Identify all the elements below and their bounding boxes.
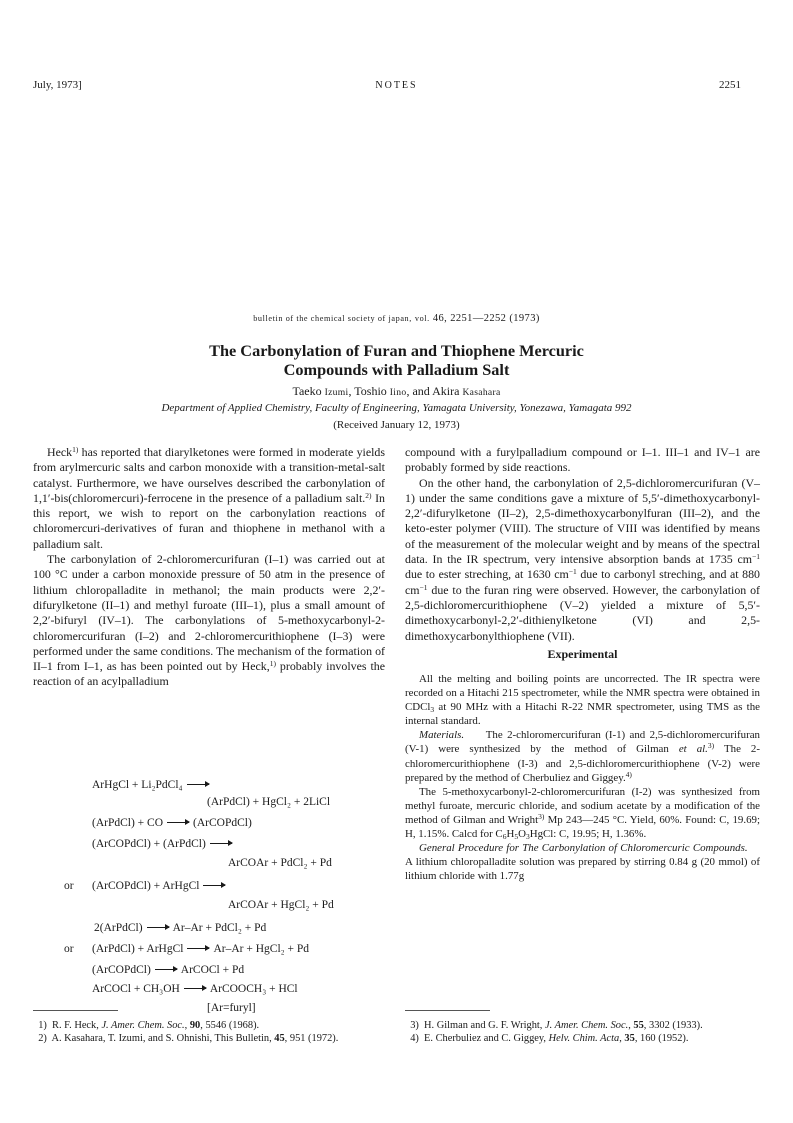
equation-7: (ArCOPdCl) ArCOCl + Pd: [92, 964, 245, 976]
author-2-first: Toshio: [354, 384, 387, 398]
equation-or-2: or: [64, 943, 74, 955]
author-1-last: Izumi: [324, 387, 349, 398]
running-header-section: NOTES: [375, 80, 418, 91]
author-3-last: Kasahara: [462, 387, 501, 398]
equation-or-1: or: [64, 880, 74, 892]
footnote-3: 3) H. Gilman and G. F. Wright, J. Amer. Chem. Soc., 55, 3302 (1933).: [405, 1020, 703, 1031]
paragraph-synthesis: The 5-methoxycarbonyl-2-chloromercurifuran (I-2) was synthesized from methyl furoate, mercuric chloride, and sodium acetate by a modification of the method of Gilman and Wright$^{3)}$ Mp 243—245 °C. Yield, 60%. Found: C, 19.69; H, 1.15%. Calcd for $C_6H_5O_3HgCl$: C, 19.95; H, 1.36%.: [405, 785, 760, 842]
footnotes-left: [33, 1019, 385, 1046]
footnote-2: 2) A. Kasahara, T. Izumi, and S. Ohnishi, This Bulletin, 45, 951 (1972).: [33, 1033, 339, 1045]
footnote-rule-left: [33, 1010, 118, 1011]
equation-note: [Ar=furyl]: [207, 1002, 256, 1014]
title-line-2: Compounds with Palladium Salt: [283, 360, 510, 379]
section-heading-experimental: Experimental: [547, 647, 618, 661]
equation-6: (ArPdCl) + ArHgCl Ar–Ar + HgCl₂ + Pd: [92, 943, 310, 955]
journal-vol-label: vol.: [414, 314, 430, 323]
author-1-first: Taeko: [292, 384, 322, 398]
running-header-date: July, 1973]: [33, 79, 82, 91]
equation-3: (ArCOPdCl) + (ArPdCl): [92, 838, 236, 850]
paragraph-general: All the melting and boiling points are uncorrected. The IR spectra were recorded on a Hitachi 215 spectrometer, while the NMR spectra were obtained in CDCl$_3$ at 90 MHz with a Hitachi R-22 NMR spectrometer, using TMS as the internal standard.: [405, 673, 760, 728]
journal-citation: [0, 313, 793, 324]
affiliation: Department of Applied Chemistry, Faculty of Engineering, Yamagata University, Yonezawa, Yamagata 992: [161, 402, 632, 414]
received-date: (Received January 12, 1973): [333, 419, 460, 431]
paragraph-intro: Heck$^{1)}$ has reported that diarylketones were formed in moderate yields from arylmercuric salts and carbon monoxide with a transition-metal-salt catalyst. Furthermore, we have ourselves described the carbonylation of 1,1′-bis(chloromercuri)-ferrocene in the presence of a palladium salt.$^{2)}$ In this report, we wish to report on the carbonylation reactions of chloromercuri-derivatives of furan and thiophene in methanol with a palladium salt.: [33, 445, 385, 551]
left-column: [33, 445, 385, 690]
paragraph-procedure: General Procedure for The Carbonylation of Chloromercuric Compounds. A lithium chloropalladite solution was prepared by stirring 0.84 g (20 mmol) of lithium chloride with 1.77g: [405, 842, 760, 883]
equation-8: ArCOCl + CH₃OH ArCOOCH₃ + HCl: [92, 983, 298, 995]
equation-1-products: (ArPdCl) + HgCl₂ + 2LiCl: [207, 796, 331, 808]
footnote-rule-right: [405, 1010, 490, 1011]
right-column: [405, 445, 760, 644]
page-number: 2251: [719, 79, 741, 91]
footnotes-right: [405, 1019, 760, 1046]
equation-4-products: ArCOAr + HgCl₂ + Pd: [228, 899, 334, 911]
author-and: and: [412, 384, 430, 398]
equation-3-products: ArCOAr + PdCl₂ + Pd: [228, 857, 332, 869]
journal-cite: 46, 2251—2252 (1973): [432, 313, 540, 324]
author-2-last: Iino: [389, 387, 407, 398]
footnote-1: 1) R. F. Heck, J. Amer. Chem. Soc., 90, 5546 (1968).: [33, 1020, 260, 1031]
footnote-4: 4) E. Cherbuliez and C. Giggey, Helv. Chim. Acta, 35, 160 (1952).: [405, 1033, 689, 1045]
paragraph-carbonylation: The carbonylation of 2-chloromercurifuran (I–1) was carried out at 100 °C under a carbon monoxide pressure of 50 atm in the presence of lithium chloropalladite in methanol; the main products were 2,2′-difurylketone (II–1) and methyl furoate (III–1), plus a small amount of 2,2′-bifuryl (IV–1). The carbonylations of 5-methoxycarbonyl-2-chloromercurifuran (I–2) and 2-chloromercurithiophene (I–3) were performed under the same conditions. The mechanism of the formation of II–1 from I–1, as has been pointed out by Heck,$^{1)}$ probably involves the reaction of an acylpalladium: [33, 552, 385, 689]
equation-2: (ArPdCl) + CO (ArCOPdCl): [92, 817, 252, 829]
paper-title: [0, 341, 793, 379]
paragraph-continuation: compound with a furylpalladium compound or I–1. III–1 and IV–1 are probably formed by side reactions.: [405, 445, 760, 475]
equation-1: ArHgCl + Li₂PdCl₄: [92, 779, 213, 791]
journal-name: bulletin of the chemical society of japan,: [253, 314, 412, 323]
paragraph-materials: Materials. The 2-chloromercurifuran (I-1) and 2,5-dichloromercurifuran (V-1) were synthesized by the method of Gilman et al.$^{3)}$ The 2-chloromercurithiophene (I-3) and 2,5-dichloromercurithiophene (V-2) were prepared by the method of Cherbuliez and Giggey.$^{4)}$: [405, 729, 760, 784]
authors: Taeko Izumi, Toshio Iino, and Akira Kasahara: [292, 384, 501, 398]
experimental-text: [405, 672, 760, 883]
paragraph-dichloro: On the other hand, the carbonylation of 2,5-dichloromercurifuran (V–1) under the same conditions gave a mixture of 5,5′-dimethoxycarbonyl-2,2′-difurylketone (II–2), 2,5-dimethoxycarbonylfuran (III–2), and the keto-ester polymer (VIII). The structure of VIII was identified by means of the measurement of the molecular weight and by means of the spectral data. In the IR spectrum, very intensive absorption bands at 1735 $cm^{-1}$ due to ester streching, at 1630 $cm^{-1}$ due to carbonyl streching, and at 880 $cm^{-1}$ due to the furan ring were observed. However, the carbonylation of 2,5-dichloromercurithiophene (V–2) yielded a mixture of 5,5′-dimethoxycarbonyl-2,2′-dithienylketone (VI) and 2,5-dimethoxycarbonylthiophene (VII).: [405, 475, 760, 643]
author-3-first: Akira: [432, 384, 460, 398]
title-line-1: The Carbonylation of Furan and Thiophene Mercuric: [209, 341, 584, 360]
equation-4: (ArCOPdCl) + ArHgCl: [92, 880, 229, 892]
equation-5: 2(ArPdCl) Ar–Ar + PdCl₂ + Pd: [94, 922, 267, 934]
